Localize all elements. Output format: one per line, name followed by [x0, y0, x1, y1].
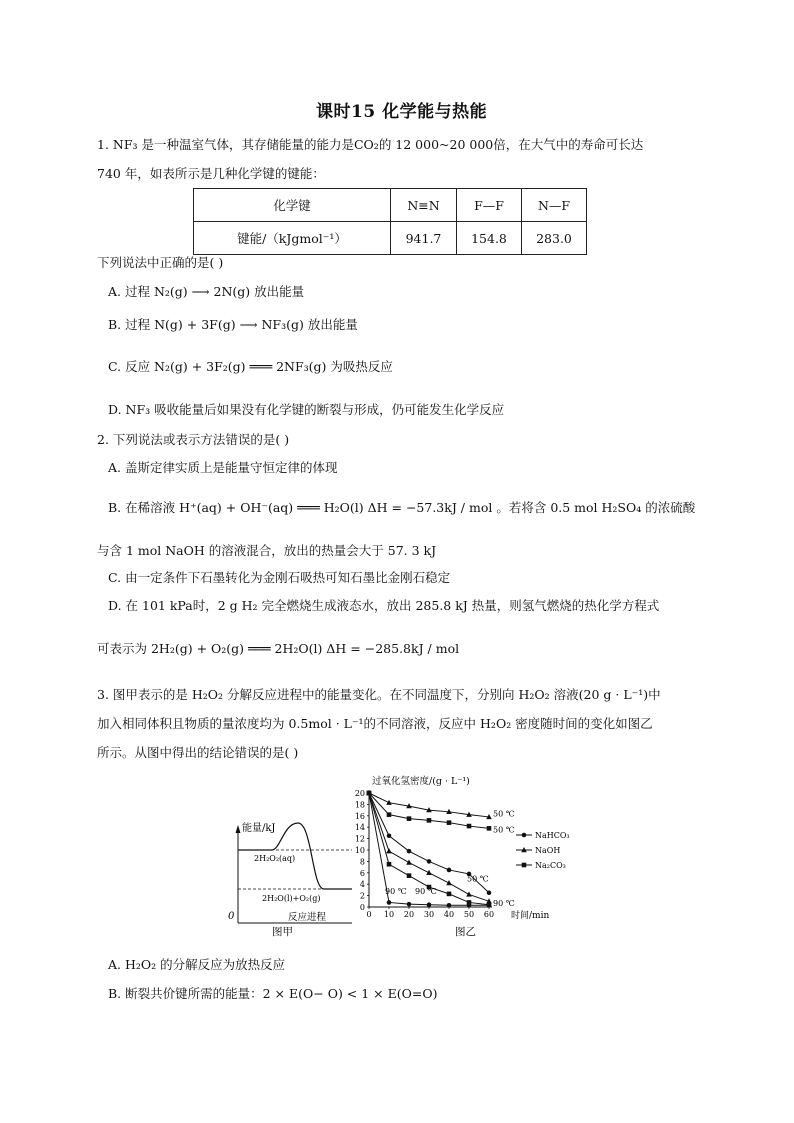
data-point	[387, 862, 392, 867]
data-point	[407, 902, 412, 907]
figure-block	[228, 773, 598, 943]
data-point	[387, 900, 392, 905]
q1-prompt: 下列说法中正确的是( )	[97, 255, 224, 270]
y-tick-label: 14	[354, 823, 365, 833]
data-point	[427, 902, 432, 907]
data-point	[447, 903, 452, 908]
q3-line3: 所示。从图中得出的结论错误的是( )	[97, 745, 299, 760]
table-header-nf: N—F	[522, 189, 587, 222]
table-row	[194, 189, 587, 222]
data-point	[426, 870, 432, 875]
y-tick-label: 0	[359, 903, 365, 912]
y-tick-label: 20	[354, 789, 365, 798]
bond-energy-table	[193, 188, 587, 255]
chart-caption: 图乙	[455, 926, 476, 938]
q1-stem-line1: 1. NF₃ 是一种温室气体，其存储能量的能力是CO₂的 12 000~20 000倍，在大气中的寿命可长达	[97, 137, 644, 152]
x-tick-label: 40	[443, 910, 455, 919]
table-row	[194, 222, 587, 255]
legend-label: Na₂CO₃	[535, 861, 566, 870]
y-tick-label: 18	[354, 800, 365, 810]
fig-jia-upper-label: 2H₂O₂(aq)	[254, 854, 296, 863]
y-tick-label: 2	[359, 891, 365, 901]
q1-option-b: B. 过程 N(g) + 3F(g) ⟶ NF₃(g) 放出能量	[108, 317, 358, 332]
table-cell: 154.8	[457, 222, 522, 255]
figure-jia	[228, 821, 352, 938]
table-header-bond: 化学键	[194, 189, 391, 222]
q1-option-d: D. NF₃ 吸收能量后如果没有化学键的断裂与形成，仍可能发生化学反应	[108, 402, 505, 417]
data-point	[407, 816, 412, 821]
q3-line1: 3. 图甲表示的是 H₂O₂ 分解反应进程中的能量变化。在不同温度下，分别向 H₂O₂ 溶液(20 g · L⁻¹)中	[97, 687, 661, 702]
data-point	[367, 791, 372, 796]
data-point	[447, 820, 452, 825]
data-point	[446, 880, 452, 885]
q2-option-c: C. 由一定条件下石墨转化为金刚石吸热可知石墨比金刚石稳定	[108, 570, 451, 585]
x-tick-label: 20	[403, 910, 415, 919]
q2-option-b-line1: B. 在稀溶液 H⁺(aq) + OH⁻(aq) ═══ H₂O(l) ΔH = −57.3kJ / mol 。若将含 0.5 mol H₂SO₄ 的浓硫酸	[108, 500, 696, 515]
x-tick-label: 10	[383, 910, 395, 919]
x-tick-label: 60	[483, 910, 495, 919]
table-header-ff: F—F	[457, 189, 522, 222]
y-tick-label: 4	[359, 880, 365, 890]
q2-option-d-line2: 可表示为 2H₂(g) + O₂(g) ═══ 2H₂O(l) ΔH = −285.8kJ / mol	[97, 641, 460, 656]
fig-jia-caption: 图甲	[272, 926, 293, 938]
chart-xlabel: 时间/min	[511, 911, 550, 921]
legend-label: NaOH	[535, 846, 561, 855]
data-point	[407, 849, 412, 854]
figure-yi-chart	[355, 775, 570, 938]
q2-option-d-line1: D. 在 101 kPa时，2 g H₂ 完全燃烧生成液态水，放出 285.8 kJ 热量，则氢气燃烧的热化学方程式	[108, 598, 660, 613]
fig-jia-xlabel: 反应进程	[288, 912, 327, 923]
temp-annotation: 90 ℃	[493, 899, 515, 909]
data-point	[427, 859, 432, 864]
fig-jia-origin: 0	[228, 911, 235, 922]
temp-annotation: 50 ℃	[467, 874, 489, 884]
data-point	[467, 903, 472, 908]
data-point	[427, 818, 432, 823]
data-point	[387, 812, 392, 817]
temp-annotation: 50 ℃	[493, 809, 515, 819]
y-tick-label: 12	[354, 834, 365, 844]
temp-annotation: 90 ℃	[415, 886, 437, 896]
data-point	[487, 903, 492, 908]
q1-option-a: A. 过程 N₂(g) ⟶ 2N(g) 放出能量	[108, 284, 305, 299]
data-point	[466, 891, 472, 896]
q3-option-a: A. H₂O₂ 的分解反应为放热反应	[108, 957, 286, 972]
q3-option-b: B. 断裂共价键所需的能量：2 × E(O− O) < 1 × E(O=O)	[108, 986, 438, 1001]
data-point	[387, 833, 392, 838]
x-tick-label: 0	[366, 910, 372, 919]
q1-option-c: C. 反应 N₂(g) + 3F₂(g) ═══ 2NF₃(g) 为吸热反应	[108, 359, 393, 374]
data-point	[467, 824, 472, 829]
data-point	[487, 826, 492, 831]
fig-jia-lower-label: 2H₂O(l)+O₂(g)	[262, 894, 321, 903]
y-tick-label: 8	[359, 857, 365, 867]
legend-marker	[522, 833, 527, 838]
q2-option-a: A. 盖斯定律实质上是能量守恒定律的体现	[108, 460, 338, 475]
table-cell: 283.0	[522, 222, 587, 255]
fig-jia-ylabel: 能量/kJ	[242, 823, 276, 834]
temp-annotation: 50 ℃	[493, 825, 515, 835]
table-row-label: 键能/（kJgmol⁻¹）	[194, 222, 391, 255]
data-point	[447, 892, 452, 897]
y-tick-label: 6	[359, 868, 365, 878]
y-tick-label: 16	[354, 811, 365, 821]
data-point	[447, 868, 452, 873]
chart-ylabel: 过氧化氢密度/(g · L⁻¹)	[372, 776, 470, 787]
x-tick-label: 50	[463, 910, 475, 919]
table-header-nn: N≡N	[391, 189, 457, 222]
q2-option-b-line2: 与含 1 mol NaOH 的溶液混合，放出的热量会大于 57. 3 kJ	[97, 543, 437, 558]
q1-stem-line2: 740 年，如表所示是几种化学键的键能：	[97, 166, 325, 181]
y-tick-label: 10	[354, 846, 365, 855]
data-point	[406, 860, 412, 865]
data-point	[487, 890, 492, 895]
temp-annotation: 90 ℃	[385, 886, 407, 896]
data-point	[386, 848, 392, 853]
page-title: 课时15 化学能与热能	[316, 102, 488, 122]
legend-marker	[522, 863, 527, 868]
table-cell: 941.7	[391, 222, 457, 255]
data-point	[407, 873, 412, 878]
legend-label: NaHCO₃	[535, 831, 570, 840]
q3-line2: 加入相同体积且物质的量浓度均为 0.5mol · L⁻¹的不同溶液，反应中 H₂O₂ 密度随时间的变化如图乙	[97, 716, 653, 731]
x-tick-label: 30	[423, 910, 435, 919]
q2-stem: 2. 下列说法或表示方法错误的是( )	[97, 432, 290, 447]
